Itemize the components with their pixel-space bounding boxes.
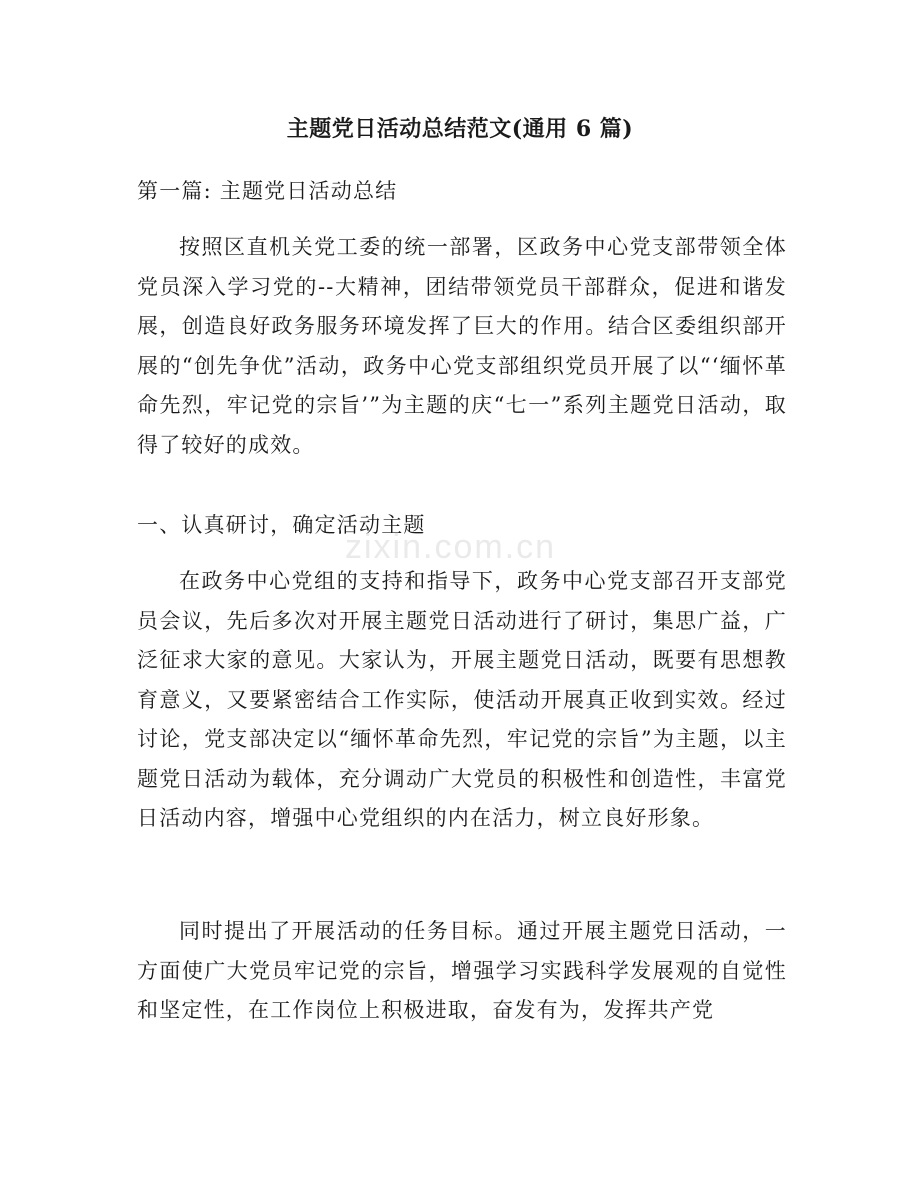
watermark: zixin.com.cn [345, 528, 557, 566]
section-title: 第一篇: 主题党日活动总结 [137, 179, 398, 203]
document-title: 主题党日活动总结范文(通用 6 篇) [286, 116, 634, 142]
paragraph-goals: 同时提出了开展活动的任务目标。通过开展主题党日活动，一方面使广大党员牢记党的宗旨，增强学习实践科学发展观的自觉性和坚定性，在工作岗位上积极进取，奋发有为，发挥共产党 [137, 919, 787, 1022]
subheading-discussion: 一、认真研讨，确定活动主题 [137, 513, 426, 537]
paragraph-intro: 按照区直机关党工委的统一部署，区政务中心党支部带领全体党员深入学习党的--大精神，团结带领党员干部群众，促进和谐发展，创造良好政务服务环境发挥了巨大的作用。结合区委组织部开展的“创先争优”活动，政务中心党支部组织党员开展了以“‘缅怀革命先烈，牢记党的宗旨’”为主题的庆“七一”系列主题党日活动，取得了较好的成效。 [137, 235, 787, 457]
paragraph-discussion: 在政务中心党组的支持和指导下，政务中心党支部召开支部党员会议，先后多次对开展主题党日活动进行了研讨，集思广益，广泛征求大家的意见。大家认为，开展主题党日活动，既要有思想教育意义，又要紧密结合工作实际，使活动开展真正收到实效。经过讨论，党支部决定以“缅怀革命先烈，牢记党的宗旨”为主题，以主题党日活动为载体，充分调动广大党员的积极性和创造性，丰富党日活动内容，增强中心党组织的内在活力，树立良好形象。 [137, 569, 787, 830]
